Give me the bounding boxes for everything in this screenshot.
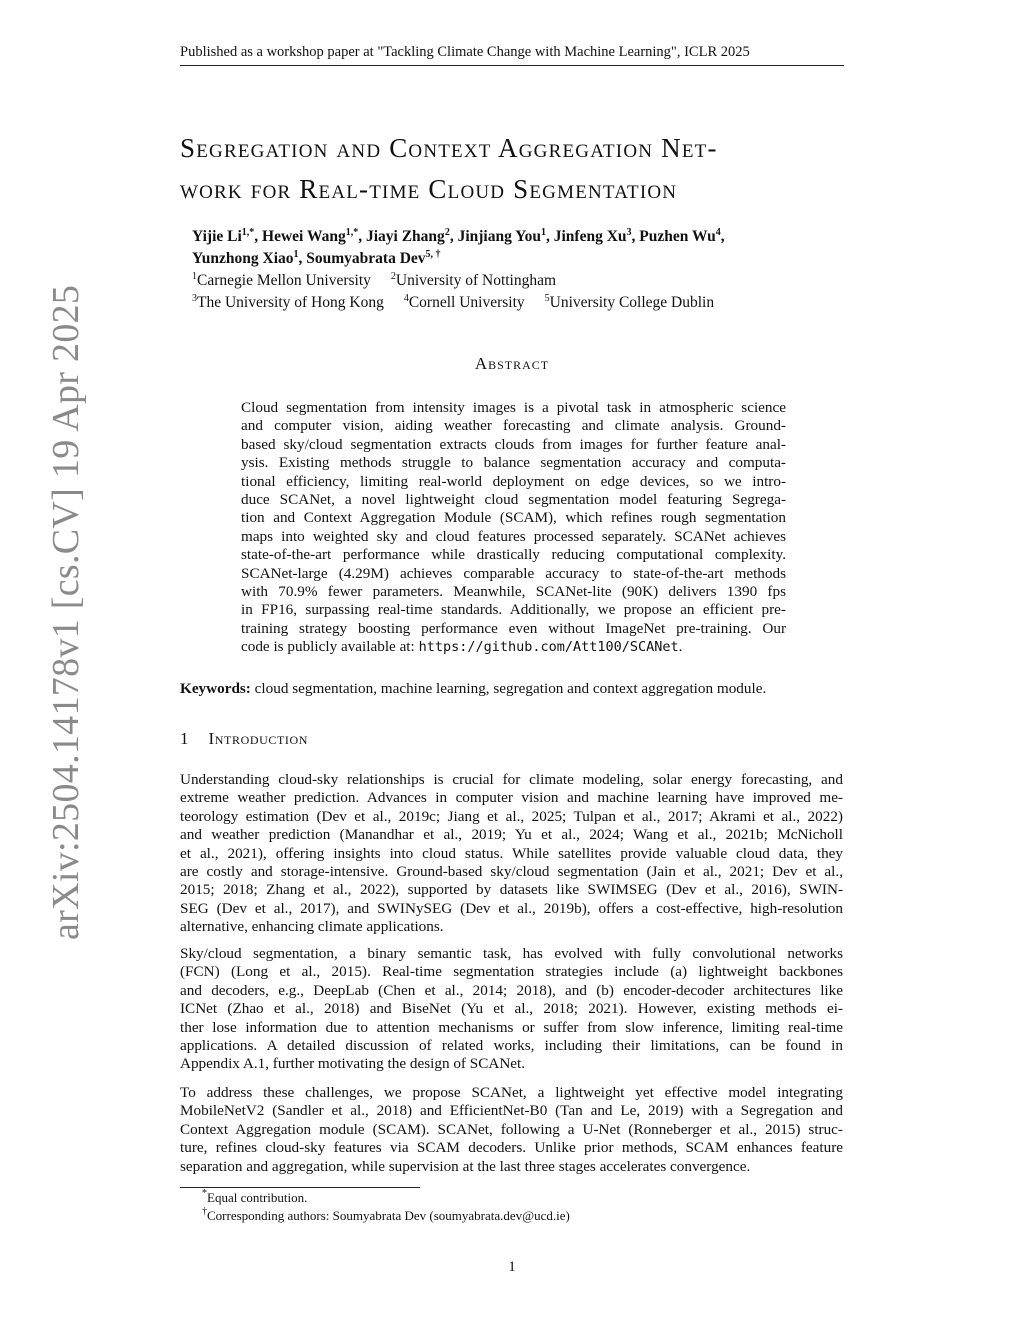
paragraph-line: Context Aggregation module (SCAM). SCANet, following a U-Net (Ronneberger et al., 2015) struc- [180,1120,843,1138]
section-number: 1 [180,729,190,748]
author-affiliation-mark: 2 [444,227,450,238]
page-number: 1 [508,1259,516,1275]
footnotes [180,1189,570,1225]
paragraph-line: 2015; 2018; Zhang et al., 2022), supported by datasets like SWIMSEG (Dev et al., 2016), SWIN- [180,881,843,899]
paragraph-line: and weather prediction (Manandhar et al., 2019; Yu et al., 2024; Wang et al., 2021b; McNicholl [180,826,843,844]
paragraph-line: applications. A detailed discussion of related works, including their limitations, can be found in [180,1037,843,1055]
paragraph-line: ture, refines cloud-sky features via SCAM decoders. Unlike prior methods, SCAM enhances feature [180,1139,843,1157]
paragraph-line: (FCN) (Long et al., 2015). Real-time segmentation strategies include (a) lightweight backbones [180,963,843,981]
affiliation-mark: 1 [192,271,197,282]
footnote-text: Equal contribution. [207,1190,308,1205]
abstract-line: state-of-the-art performance while drastically reducing computational complexity. [241,546,786,564]
author-name: Jinjiang You [457,228,541,245]
paragraph-line: separation and aggregation, while supervision at the last three stages accelerates convergence. [180,1157,751,1175]
affiliation-line [192,270,812,292]
author-name: Puzhen Wu [639,228,716,245]
author-affiliation-mark: 1,* [241,227,255,238]
code-url-link[interactable]: https://github.com/Att100/SCANet [418,639,679,656]
abstract-body [241,399,786,657]
section-heading [180,729,308,749]
paragraph-line: are costly and storage-intensive. Ground-based sky/cloud segmentation (Jain et al., 2021; Dev et al., [180,863,843,881]
footnote-mark: † [202,1206,207,1217]
affiliation-name: The University of Hong Kong [197,294,384,311]
abstract-heading: Abstract [474,354,550,373]
author-affiliation-mark: 1,* [345,227,359,238]
author-name: Jiayi Zhang [365,228,445,245]
author-affiliation-mark: 1 [540,227,546,238]
arxiv-stamp: arXiv:2504.14178v1 [cs.CV] 19 Apr 2025 [45,284,87,940]
paragraph-line: Sky/cloud segmentation, a binary semantic task, has evolved with fully convolutional networks [180,945,843,962]
paper-title [180,128,860,210]
affiliation-mark: 4 [403,293,409,304]
abstract-line: and computer vision, aiding weather forecasting and climate analysis. Ground- [241,417,786,435]
affiliation-name: Cornell University [408,294,525,311]
running-header: Published as a workshop paper at "Tackling Climate Change with Machine Learning", ICLR 2025 [180,44,844,66]
affiliation-mark: 2 [390,271,396,282]
abstract-line: duce SCANet, a novel lightweight cloud segmentation model featuring Segrega- [241,491,786,509]
abstract-line [241,638,786,656]
paragraph-line: To address these challenges, we propose SCANet, a lightweight yet effective model integrating [180,1084,843,1101]
author-affiliation-mark: 1 [293,249,299,260]
author-block [192,226,812,314]
title-line: work for Real-time Cloud Segmentation [180,174,678,204]
abstract-line: based sky/cloud segmentation extracts clouds from images for further feature anal- [241,435,786,453]
section-title: Introduction [208,729,309,748]
paragraph-line: and decoders, e.g., DeepLab (Chen et al., 2014; 2018), and (b) encoder-decoder architectures like [180,981,843,999]
author-name: Yunzhong Xiao [192,250,294,267]
paragraph-line: Understanding cloud-sky relationships is crucial for climate modeling, solar energy forecasting, and [180,771,843,788]
author-line: Yunzhong Xiao$^1$, Soumyabrata Dev$^{5, \dagger}$ [192,249,441,267]
abstract-line: with 70.9% fewer parameters. Meanwhile, SCANet-lite (90K) delivers 1390 fps [241,583,786,601]
paragraph-line: ther lose information due to attention mechanisms or suffer from slow inference, limiting real-time [180,1018,843,1036]
paragraph-line: Appendix A.1, further motivating the design of SCANet. [180,1055,526,1073]
footnote-divider [180,1187,420,1188]
abstract-line: training strategy boosting performance even without ImageNet pre-training. Our [241,619,786,637]
paragraph-line: MobileNetV2 (Sandler et al., 2018) and EfficientNet-B0 (Tan and Le, 2019) with a Segregation and [180,1102,843,1120]
affiliation-name: Carnegie Mellon University [197,272,371,289]
affiliation-line [192,292,812,314]
abstract-line: tional efficiency, limiting real-world deployment on edge devices, so we intro- [241,472,786,490]
intro-paragraph [180,945,843,1074]
footnote-mark: * [202,1188,207,1199]
author-name: Soumyabrata Dev [306,250,426,267]
affiliation-name: University College Dublin [549,294,715,311]
abstract-line: Cloud segmentation from intensity images is a pivotal task in atmospheric science [241,399,786,416]
footnote [180,1189,570,1207]
affiliation-mark: 3 [192,293,197,304]
title-line: Segregation and Context Aggregation Net- [180,133,718,163]
author-line: Yijie $Li^{1,*}$, Hewei Wang$^{1,*}$, Jiayi Zhang$^2$, Jinjiang You$^1$, Jinfeng Xu$^3$, Puzhen Wu$^4$, [192,227,725,245]
author-name: Jinfeng Xu [553,228,627,245]
abstract-line: tion and Context Aggregation Module (SCAM), which refines rough segmentation [241,509,786,527]
author-affiliation-mark: 4 [715,227,721,238]
affiliation-name: University of Nottingham [395,272,557,289]
author-name: Hewei Wang [262,228,346,245]
affiliation-mark: 5 [544,293,550,304]
intro-paragraph [180,771,843,937]
abstract-line: in FP16, surpassing real-time standards. Additionally, we propose an efficient pre- [241,601,786,619]
paragraph-line: teorology estimation (Dev et al., 2019c; Jiang et al., 2025; Tulpan et al., 2017; Akrami et al., 2022) [180,807,843,825]
paragraph-line: SEG (Dev et al., 2017), and SWINySEG (Dev et al., 2019b), offers a cost-effective, high-resolution [180,899,843,917]
keywords-text: cloud segmentation, machine learning, segregation and context aggregation module. [250,680,767,697]
author-affiliation-mark: 3 [626,227,632,238]
footnote [180,1207,570,1225]
intro-paragraph [180,1084,843,1176]
abstract-line: SCANet-large (4.29M) achieves comparable accuracy to state-of-the-art methods [241,564,786,582]
footnote-text: Corresponding authors: Soumyabrata Dev (soumyabrata.dev@ucd.ie) [207,1208,570,1223]
paragraph-line: extreme weather prediction. Advances in computer vision and machine learning have improved me- [180,789,843,807]
paragraph-line: alternative, enhancing climate applications. [180,918,444,936]
author-name: Yijie Li [192,228,242,245]
keywords [180,680,844,698]
paragraph-line: ICNet (Zhao et al., 2018) and BiseNet (Yu et al., 2018; 2021). However, existing methods ei- [180,1000,843,1018]
keywords-label: Keywords: [180,680,251,697]
author-affiliation-mark: 5, † [425,249,441,260]
abstract-text: . [678,638,683,656]
abstract-line: ysis. Existing methods struggle to balance segmentation accuracy and computa- [241,454,786,472]
abstract-line: maps into weighted sky and cloud features processed separately. SCANet achieves [241,527,786,545]
abstract-text: code is publicly available at: [241,638,419,656]
paragraph-line: et al., 2021), offering insights into cloud status. While satellites provide valuable cloud data, they [180,844,843,862]
